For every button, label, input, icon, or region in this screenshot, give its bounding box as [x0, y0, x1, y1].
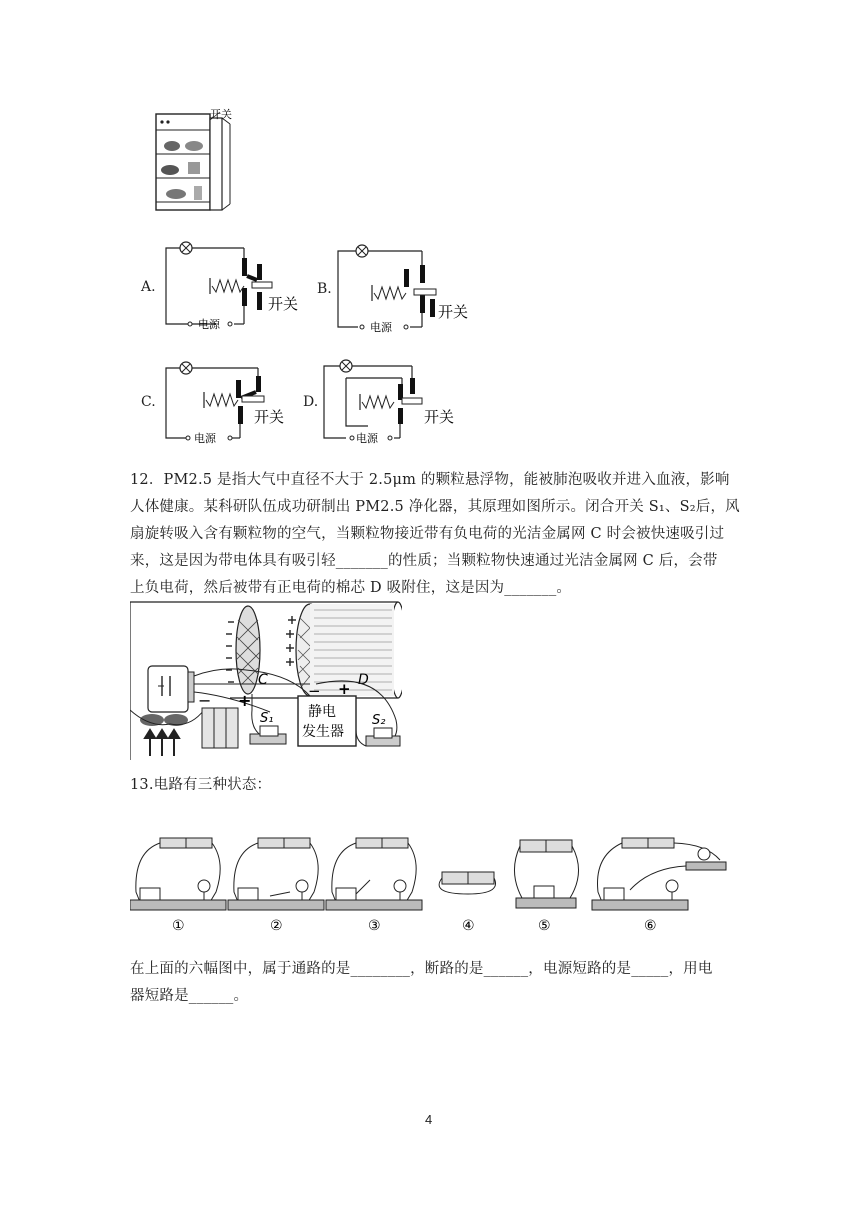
circuit-label: ④	[462, 918, 475, 934]
circuit-label: ②	[270, 918, 283, 934]
battery-plus: +	[238, 691, 252, 710]
option-d-circuit	[318, 350, 468, 450]
option-c-circuit	[158, 350, 308, 450]
q13-title: 13.电路有三种状态：	[130, 777, 272, 793]
circuit-label: ⑤	[538, 918, 551, 934]
option-b-power-label: 电源	[370, 321, 392, 334]
q12-text	[130, 467, 740, 602]
q13-circuits-figure	[130, 832, 730, 936]
mesh-c-label: C	[258, 672, 268, 688]
option-a-power-label: 电源	[198, 318, 220, 331]
q12-line: 人体健康。某科研队伍成功研制出 PM2.5 净化器，其原理如图所示。闭合开关 S₁、S₂后，风	[130, 499, 740, 515]
option-c-letter: C.	[141, 394, 156, 410]
option-b-circuit	[330, 239, 480, 339]
q12-line: 上负电荷，然后被带有正电荷的棉芯 D 吸附住，这是因为_______。	[130, 580, 572, 596]
option-d-letter: D.	[303, 394, 319, 410]
battery-minus: −	[198, 691, 212, 710]
q13-answer-line: 器短路是______。	[130, 988, 249, 1004]
option-d-power-label: 电源	[356, 432, 378, 445]
q12-line: 12．PM2.5 是指大气中直径不大于 2.5μm 的颗粒悬浮物，能被肺泡吸收并进入血液，影响	[130, 472, 730, 488]
circuit-label: ③	[368, 918, 381, 934]
generator-minus: −	[308, 682, 321, 700]
q13-answer-line: 在上面的六幅图中，属于通路的是________，断路的是______，电源短路的是_____，用电	[130, 961, 713, 977]
circuit-label: ⑥	[644, 918, 657, 934]
q12-line: 来，这是因为带电体具有吸引轻_______的性质；当颗粒物快速通过光洁金属网 C 后，会带	[130, 553, 718, 569]
option-c-power-label: 电源	[194, 432, 216, 445]
option-c-switch-label: 开关	[254, 408, 285, 426]
switch-s2-label: S₂	[372, 713, 386, 728]
pm25-purifier-figure	[130, 600, 402, 760]
core-d-label: D	[358, 672, 369, 688]
option-b-switch-label: 开关	[438, 303, 469, 321]
generator-plus: +	[338, 680, 351, 698]
q13-answer	[130, 956, 740, 1010]
circuit-label: ①	[172, 918, 185, 934]
option-a-circuit	[158, 236, 308, 336]
option-b-letter: B.	[317, 281, 332, 297]
q12-line: 扇旋转吸入含有颗粒物的空气，当颗粒物接近带有负电荷的光洁金属网 C 时会被快速吸引过	[130, 526, 725, 542]
option-a-letter: A.	[141, 279, 156, 295]
generator-label-2: 发生器	[302, 724, 344, 740]
option-d-switch-label: 开关	[424, 408, 455, 426]
option-a-switch-label: 开关	[268, 295, 299, 313]
fridge-switch-label: 开关	[210, 108, 232, 121]
switch-s1-label: S₁	[260, 711, 274, 726]
fridge-figure	[150, 104, 250, 216]
generator-label-1: 静电	[308, 704, 336, 720]
page-number: 4	[425, 1112, 433, 1127]
